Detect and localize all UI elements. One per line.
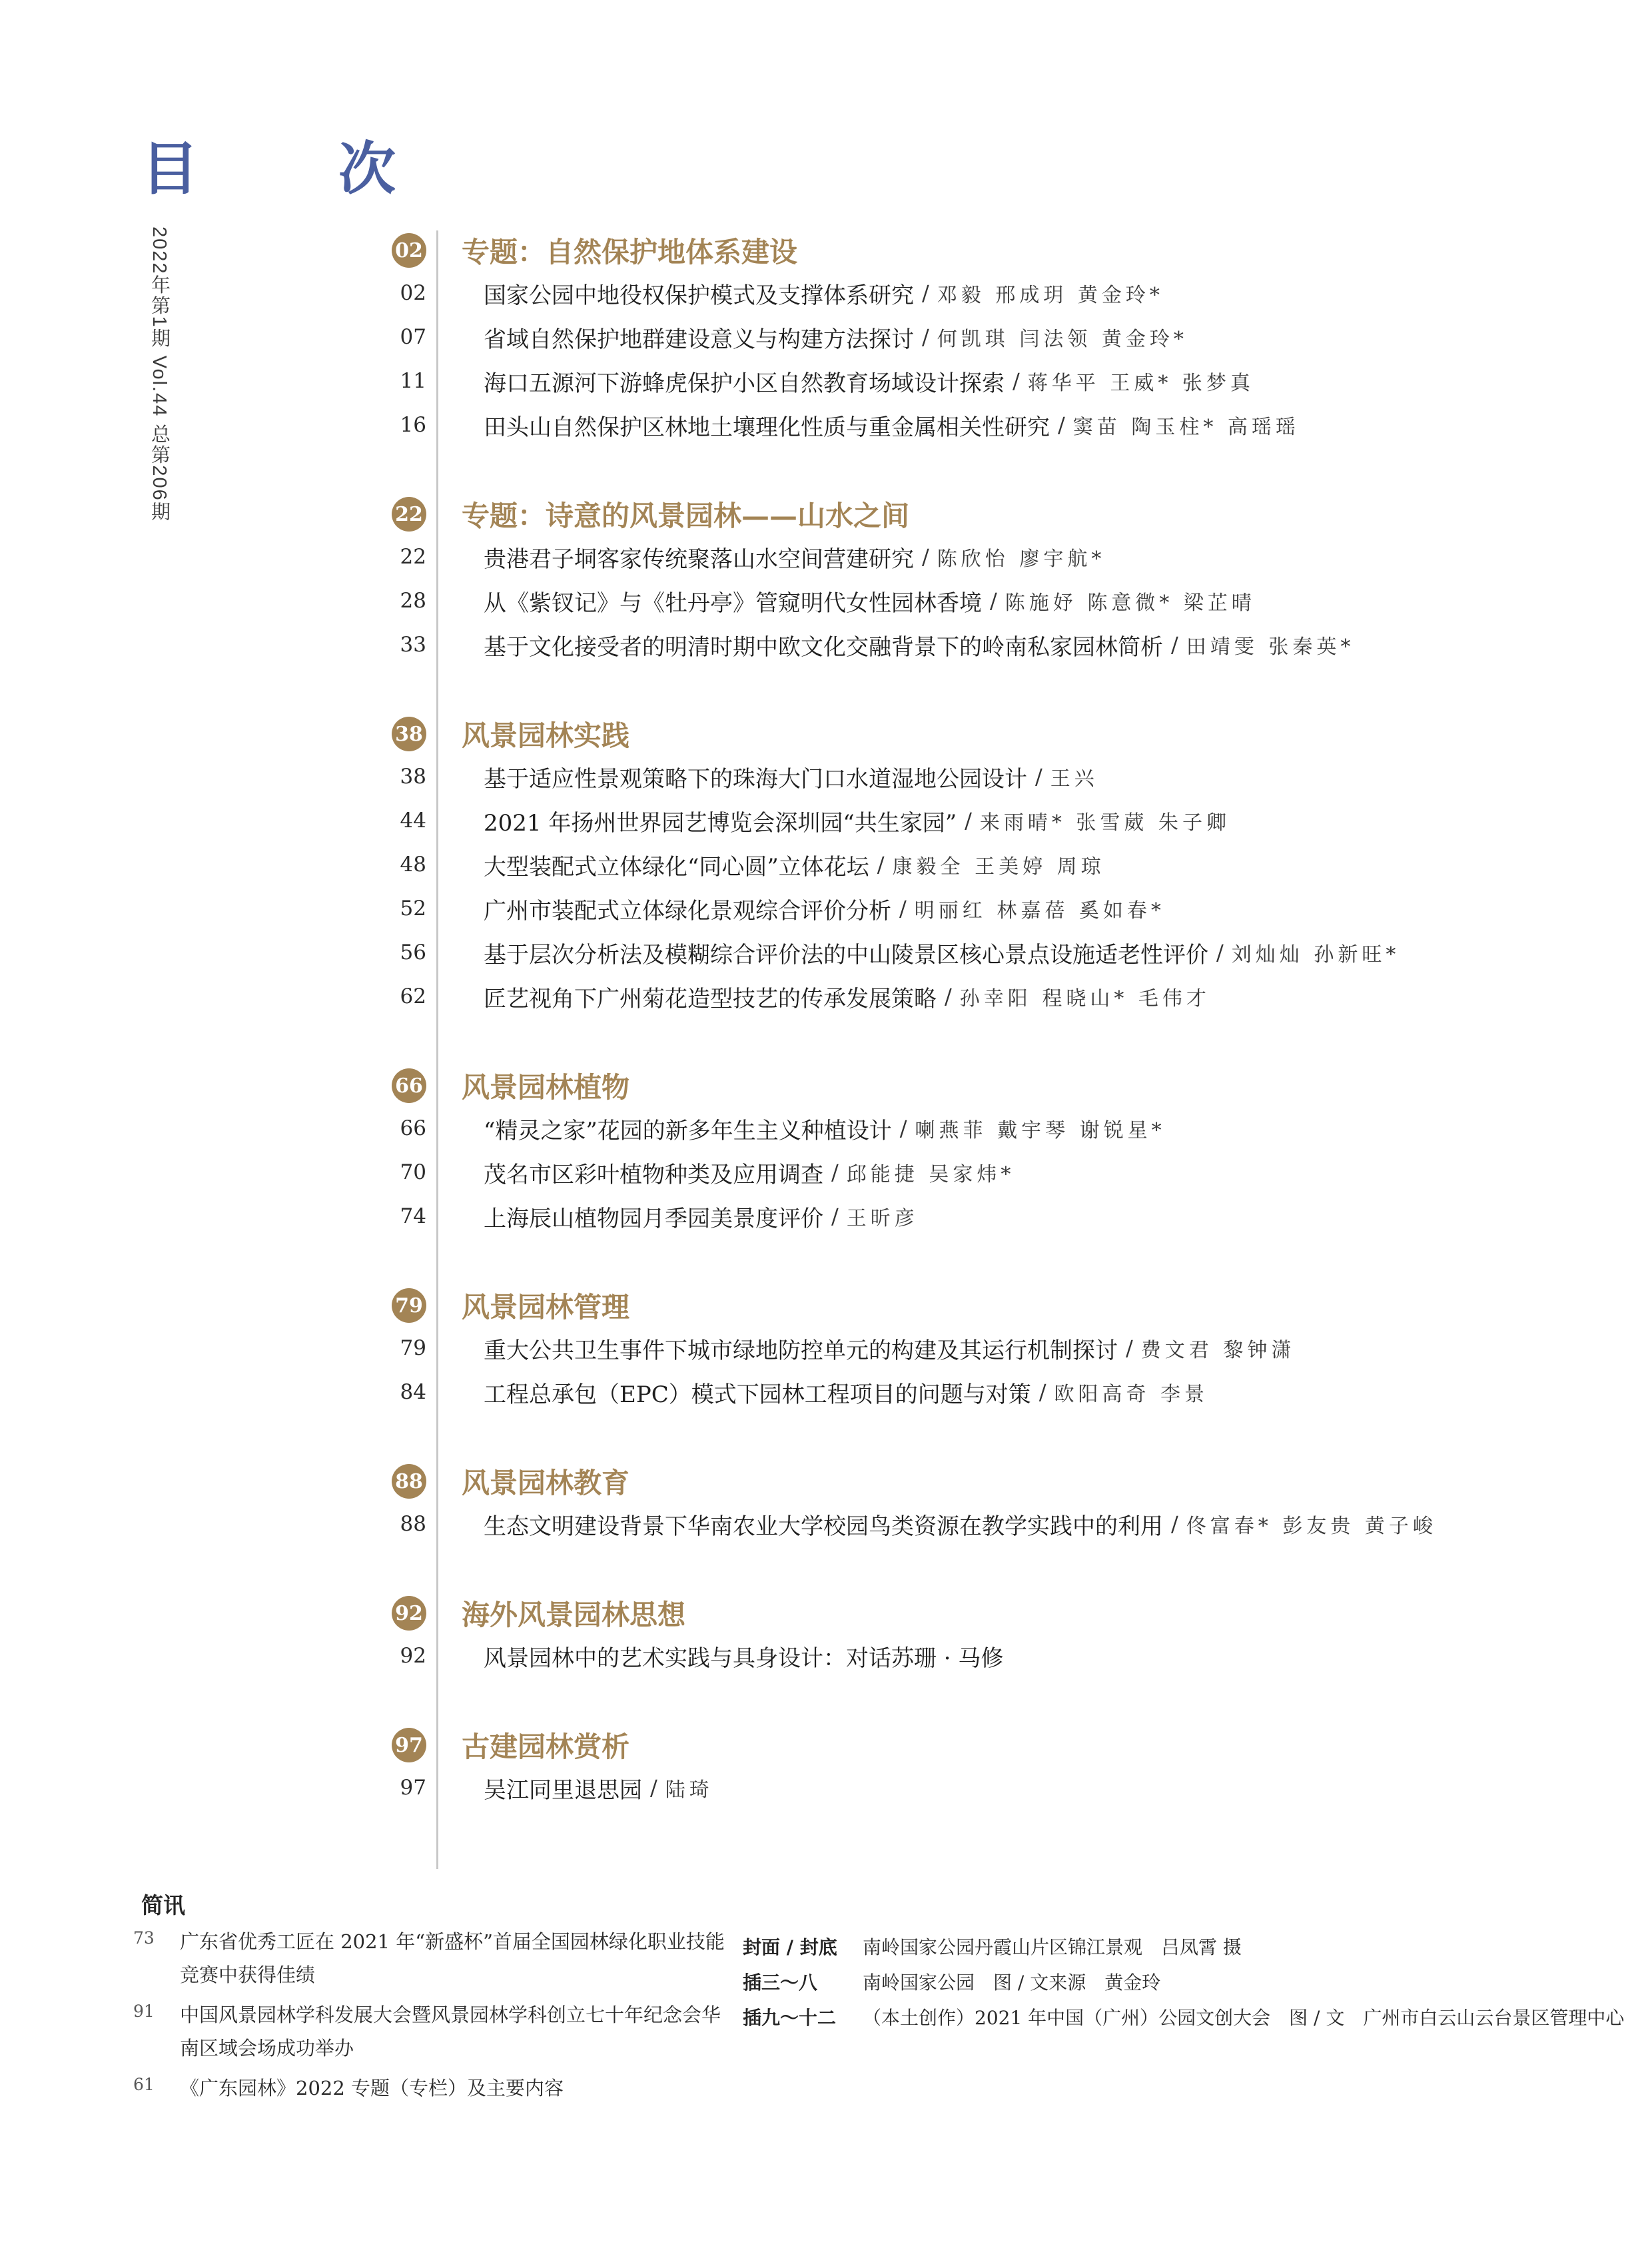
author-separator: / <box>922 324 929 350</box>
toc-section <box>360 1593 1612 1678</box>
article-title: 2021 年扬州世界园艺博览会深圳园“共生家园” <box>484 809 957 837</box>
article-title: 茂名市区彩叶植物种类及应用调查 <box>484 1161 823 1188</box>
cover-info-label: 插三～八 <box>743 1971 818 1994</box>
section-title: 风景园林植物 <box>462 1071 630 1104</box>
author-separator: / <box>990 588 997 613</box>
toc-section <box>360 230 1612 447</box>
article-row[interactable] <box>360 755 1612 799</box>
news-list <box>133 1925 733 2111</box>
article-authors: 明丽红 林嘉蓓 奚如春* <box>914 899 1165 923</box>
section-page-badge: 38 <box>392 717 426 751</box>
section-header <box>360 1593 1612 1634</box>
article-authors: 陆琦 <box>665 1778 713 1802</box>
section-header <box>360 1065 1612 1106</box>
article-page-number: 97 <box>400 1776 426 1800</box>
article-authors: 陈欣怡 廖宇航* <box>937 548 1106 571</box>
cover-info-row <box>743 1928 1629 1964</box>
section-header <box>360 1285 1612 1326</box>
article-row[interactable] <box>360 1326 1612 1370</box>
article-title: 省域自然保护地群建设意义与构建方法探讨 <box>484 326 914 353</box>
section-title: 风景园林管理 <box>462 1291 630 1323</box>
article-authors: 窦苗 陶玉柱* 高瑶瑶 <box>1072 416 1300 439</box>
author-separator: / <box>1038 1379 1046 1405</box>
article-row[interactable] <box>360 1766 1612 1810</box>
cover-info-text: （本土创作）2021 年中国（广州）公园文创大会 图 / 文 广州市白云山云台景区管理中心 <box>863 2006 1625 2029</box>
author-separator: / <box>922 280 929 306</box>
article-page-number: 62 <box>400 984 426 1008</box>
article-page-number: 52 <box>400 897 426 921</box>
article-title: 吴江同里退思园 <box>484 1776 642 1804</box>
news-label: 简讯 <box>141 1892 185 1918</box>
article-page-number: 79 <box>400 1336 426 1360</box>
article-authors: 来雨晴* 张雪葳 朱子卿 <box>979 811 1230 835</box>
article-page-number: 33 <box>400 633 426 657</box>
section-page-badge: 88 <box>392 1464 426 1499</box>
cover-info-row <box>743 1999 1629 2034</box>
cover-info-text: 南岭国家公园 图 / 文来源 黄金玲 <box>863 1971 1161 1994</box>
toc-section <box>360 1724 1612 1810</box>
article-row[interactable] <box>360 799 1612 843</box>
article-authors: 欧阳高奇 李景 <box>1054 1383 1209 1406</box>
article-page-number: 11 <box>400 369 426 393</box>
news-page-number: 91 <box>133 2002 155 2021</box>
article-page-number: 74 <box>400 1204 426 1228</box>
news-text: 中国风景园林学科发展大会暨风景园林学科创立七十年纪念会华南区域会场成功举办 <box>180 2004 721 2059</box>
issue-vertical-label: 2022年第1期 Vol.44 总第206期 <box>149 226 170 522</box>
article-page-number: 56 <box>400 940 426 964</box>
article-row[interactable] <box>360 359 1612 403</box>
article-page-number: 22 <box>400 545 426 569</box>
article-row[interactable] <box>360 315 1612 359</box>
article-page-number: 92 <box>400 1644 426 1668</box>
news-text: 广东省优秀工匠在 2021 年“新盛杯”首届全国园林绿化职业技能竞赛中获得佳绩 <box>180 1930 725 1986</box>
article-title: “精灵之家”花园的新多年生主义种植设计 <box>484 1117 892 1144</box>
cover-info-label: 插九～十二 <box>743 2006 837 2029</box>
article-title: 国家公园中地役权保护模式及支撑体系研究 <box>484 282 914 309</box>
article-row[interactable] <box>360 1502 1612 1546</box>
article-page-number: 02 <box>400 281 426 305</box>
article-row[interactable] <box>360 1370 1612 1414</box>
article-row[interactable] <box>360 535 1612 579</box>
article-title: 匠艺视角下广州菊花造型技艺的传承发展策略 <box>484 985 937 1012</box>
article-authors: 王兴 <box>1050 767 1098 791</box>
article-title: 基于文化接受者的明清时期中欧文化交融背景下的岭南私家园林简析 <box>484 633 1163 661</box>
section-title: 专题：自然保护地体系建设 <box>462 236 798 268</box>
author-separator: / <box>922 544 929 569</box>
article-title: 基于层次分析法及模糊综合评价法的中山陵景区核心景点设施适老性评价 <box>484 941 1208 968</box>
article-row[interactable] <box>360 887 1612 931</box>
table-of-contents <box>360 230 1612 1856</box>
article-authors: 孙幸阳 程晓山* 毛伟才 <box>959 987 1210 1010</box>
article-page-number: 66 <box>400 1116 426 1140</box>
news-page-number: 73 <box>133 1928 155 1948</box>
author-separator: / <box>945 984 952 1009</box>
author-separator: / <box>831 1204 839 1229</box>
article-authors: 邱能捷 吴家炜* <box>846 1163 1015 1186</box>
article-row[interactable] <box>360 271 1612 315</box>
section-header <box>360 713 1612 755</box>
article-title: 田头山自然保护区林地土壤理化性质与重金属相关性研究 <box>484 414 1050 441</box>
section-header <box>360 494 1612 535</box>
article-authors: 邓毅 邢成玥 黄金玲* <box>937 284 1164 307</box>
author-separator: / <box>1013 368 1020 394</box>
article-authors: 费文君 黎钟潇 <box>1140 1339 1296 1362</box>
author-separator: / <box>877 852 885 877</box>
article-row[interactable] <box>360 579 1612 623</box>
author-separator: / <box>899 1116 907 1141</box>
section-header <box>360 230 1612 271</box>
section-header <box>360 1461 1612 1502</box>
article-page-number: 88 <box>400 1512 426 1536</box>
article-title: 贵港君子垌客家传统聚落山水空间营建研究 <box>484 546 914 573</box>
article-title: 上海辰山植物园月季园美景度评价 <box>484 1205 823 1232</box>
cover-info-label: 封面 / 封底 <box>743 1936 837 1958</box>
article-row[interactable] <box>360 931 1612 974</box>
section-page-badge: 97 <box>392 1728 426 1762</box>
section-title: 风景园林实践 <box>462 719 630 752</box>
article-authors: 何凯琪 闫法领 黄金玲* <box>937 328 1188 351</box>
article-authors: 王昕彦 <box>846 1207 919 1230</box>
author-separator: / <box>1216 940 1224 965</box>
article-title: 风景园林中的艺术实践与具身设计：对话苏珊 · 马修 <box>484 1645 1004 1672</box>
article-page-number: 07 <box>400 325 426 349</box>
news-item[interactable] <box>133 1925 733 1992</box>
article-title: 海口五源河下游蜂虎保护小区自然教育场域设计探索 <box>484 370 1005 397</box>
article-page-number: 16 <box>400 413 426 437</box>
article-row[interactable] <box>360 1150 1612 1194</box>
toc-section <box>360 713 1612 1018</box>
article-row[interactable] <box>360 1194 1612 1238</box>
author-separator: / <box>1058 412 1065 438</box>
section-page-badge: 92 <box>392 1596 426 1631</box>
cover-info-row <box>743 1964 1629 1999</box>
article-authors: 陈施妤 陈意微* 梁芷晴 <box>1005 591 1256 615</box>
article-row[interactable] <box>360 623 1612 667</box>
author-separator: / <box>650 1775 657 1800</box>
article-title: 大型装配式立体绿化“同心圆”立体花坛 <box>484 853 869 881</box>
article-page-number: 70 <box>400 1160 426 1184</box>
cover-info-text: 南岭国家公园丹霞山片区锦江景观 吕凤霄 摄 <box>863 1936 1242 1958</box>
author-separator: / <box>899 896 907 921</box>
article-page-number: 28 <box>400 589 426 613</box>
article-row[interactable] <box>360 843 1612 887</box>
section-title: 风景园林教育 <box>462 1467 630 1499</box>
article-title: 生态文明建设背景下华南农业大学校园鸟类资源在教学实践中的利用 <box>484 1513 1163 1540</box>
article-row[interactable] <box>360 403 1612 447</box>
news-page-number: 61 <box>133 2075 155 2094</box>
author-separator: / <box>1171 1511 1178 1537</box>
author-separator: / <box>1035 764 1042 789</box>
article-title: 广州市装配式立体绿化景观综合评价分析 <box>484 897 891 925</box>
section-title: 专题：诗意的风景园林——山水之间 <box>462 500 910 532</box>
article-authors: 蒋华平 王威* 张梦真 <box>1027 372 1254 395</box>
article-row[interactable] <box>360 1634 1612 1678</box>
section-header <box>360 1724 1612 1766</box>
author-separator: / <box>831 1160 839 1185</box>
news-item[interactable] <box>133 2071 733 2105</box>
article-row[interactable] <box>360 1106 1612 1150</box>
article-authors: 康毅全 王美婷 周琼 <box>892 855 1105 879</box>
section-page-badge: 02 <box>392 233 426 268</box>
author-separator: / <box>1126 1335 1133 1361</box>
article-authors: 佟富春* 彭友贵 黄子峻 <box>1186 1515 1437 1538</box>
article-title: 从《紫钗记》与《牡丹亭》管窥明代女性园林香境 <box>484 589 982 617</box>
article-authors: 刘灿灿 孙新旺* <box>1231 943 1400 966</box>
section-page-badge: 22 <box>392 497 426 532</box>
toc-section <box>360 1285 1612 1414</box>
author-separator: / <box>965 808 972 833</box>
cover-info <box>743 1928 1629 2034</box>
news-item[interactable] <box>133 1998 733 2065</box>
article-title: 工程总承包（EPC）模式下园林工程项目的问题与对策 <box>484 1381 1031 1408</box>
article-page-number: 44 <box>400 809 426 833</box>
article-authors: 田靖雯 张秦英* <box>1186 635 1355 659</box>
toc-section <box>360 1065 1612 1238</box>
article-page-number: 84 <box>400 1380 426 1404</box>
article-authors: 喇燕菲 戴宇琴 谢锐星* <box>915 1119 1166 1142</box>
section-title: 海外风景园林思想 <box>462 1599 686 1631</box>
section-page-badge: 79 <box>392 1288 426 1323</box>
article-title: 重大公共卫生事件下城市绿地防控单元的构建及其运行机制探讨 <box>484 1337 1118 1364</box>
page-title: 目 次 <box>141 135 456 202</box>
section-title: 古建园林赏析 <box>462 1730 630 1763</box>
toc-section <box>360 1461 1612 1546</box>
article-title: 基于适应性景观策略下的珠海大门口水道湿地公园设计 <box>484 765 1027 793</box>
toc-section <box>360 494 1612 667</box>
article-page-number: 48 <box>400 853 426 877</box>
news-text: 《广东园林》2022 专题（专栏）及主要内容 <box>180 2077 564 2099</box>
section-page-badge: 66 <box>392 1068 426 1103</box>
article-row[interactable] <box>360 974 1612 1018</box>
author-separator: / <box>1171 632 1178 657</box>
article-page-number: 38 <box>400 765 426 789</box>
